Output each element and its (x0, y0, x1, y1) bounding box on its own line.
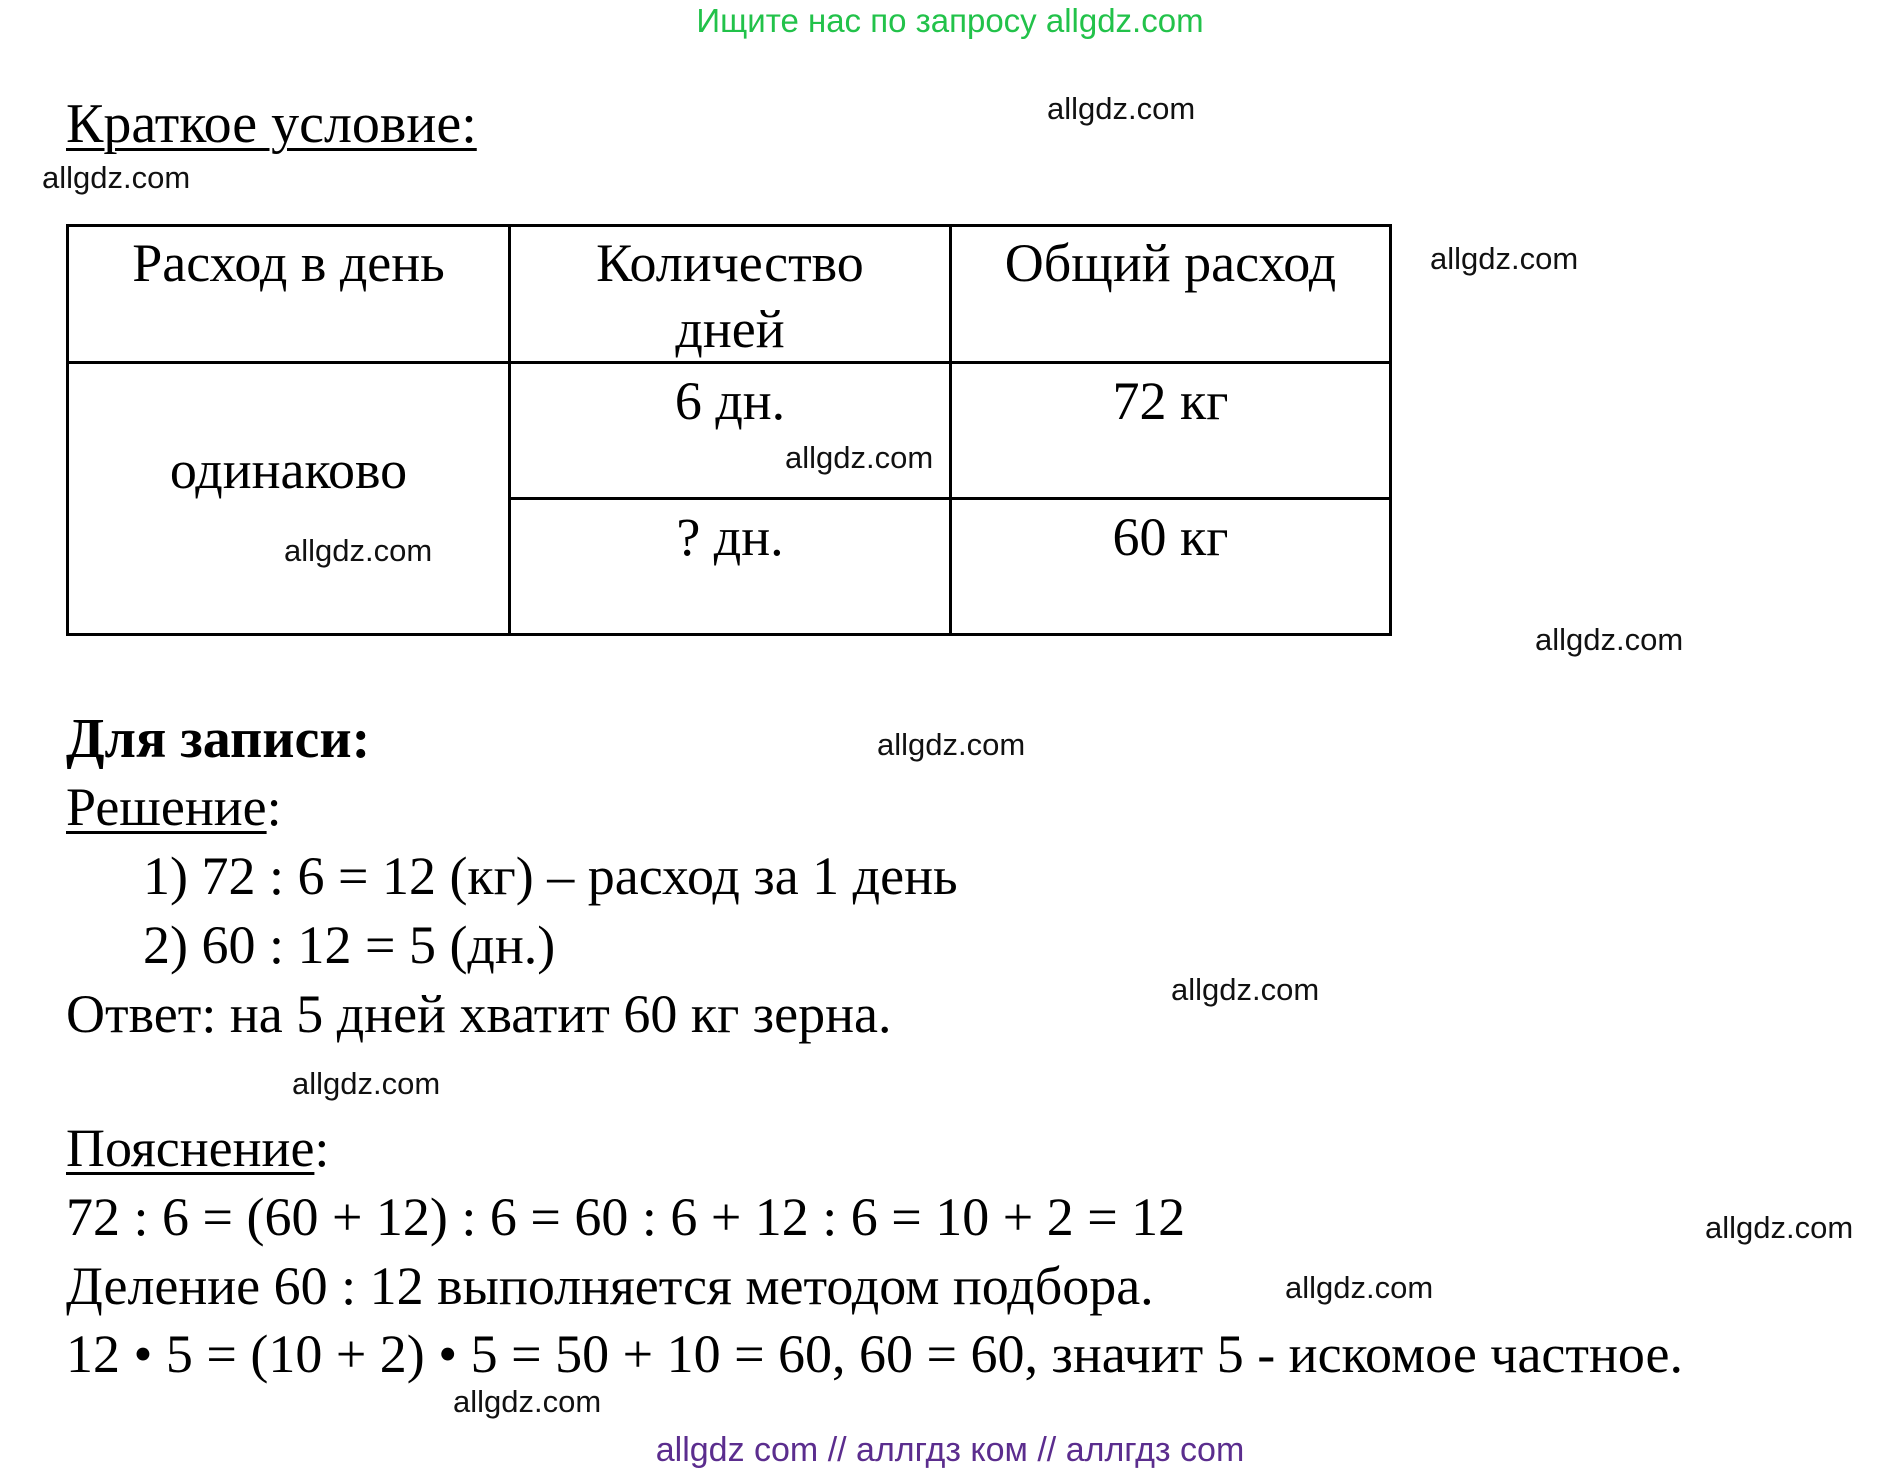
solution-label: Решение (66, 777, 267, 837)
watermark: allgdz.com (284, 533, 433, 568)
watermark: allgdz.com (1535, 622, 1684, 657)
watermark: allgdz.com (877, 727, 1026, 762)
cell-total-row1: 72 кг (1112, 371, 1229, 431)
solution-step-2: 2) 60 : 12 = 5 (дн.) (143, 915, 556, 975)
explanation-colon: : (314, 1118, 330, 1178)
header-daily-expense: Расход в день (132, 233, 445, 293)
top-banner: Ищите нас по запросу allgdz.com (696, 2, 1204, 39)
cell-days-row1: 6 дн. (674, 371, 786, 431)
watermark: allgdz.com (292, 1066, 441, 1101)
solution-step-1: 1) 72 : 6 = 12 (кг) – расход за 1 день (143, 846, 958, 906)
watermark: allgdz.com (453, 1384, 602, 1419)
cell-days-row2: ? дн. (676, 507, 784, 567)
watermark: allgdz.com (1705, 1210, 1854, 1245)
condition-heading: Краткое условие: (66, 93, 477, 155)
footer-links: allgdz com // аллгдз ком // аллгдз com (655, 1431, 1245, 1469)
table-border-top (66, 224, 1392, 227)
solution-colon: : (266, 777, 282, 837)
table-border-bottom (66, 633, 1392, 636)
watermark: allgdz.com (1285, 1270, 1434, 1305)
explanation-line-1: 72 : 6 = (60 + 12) : 6 = 60 : 6 + 12 : 6 = 10 + 2 = 12 (66, 1187, 1186, 1247)
table-row-sep (508, 497, 1392, 500)
watermark: allgdz.com (1171, 972, 1320, 1007)
cell-total-row2: 60 кг (1112, 507, 1229, 567)
table-border-right (1389, 224, 1392, 636)
header-days-line1: Количество (596, 233, 864, 293)
explanation-line-3: 12 • 5 = (10 + 2) • 5 = 50 + 10 = 60, 60 = 60, значит 5 - искомое частное. (66, 1324, 1684, 1384)
watermark: allgdz.com (785, 440, 934, 475)
solution-label-line (66, 776, 282, 838)
cell-daily-value: одинаково (169, 440, 408, 500)
record-heading: Для записи: (66, 708, 371, 770)
watermark: allgdz.com (1430, 241, 1579, 276)
header-days-line2: дней (675, 299, 785, 359)
explanation-label: Пояснение (66, 1118, 315, 1178)
watermark: allgdz.com (42, 160, 191, 195)
header-total-expense: Общий расход (1004, 233, 1337, 293)
watermark: allgdz.com (1047, 91, 1196, 126)
explanation-label-line (66, 1117, 329, 1179)
explanation-line-2: Деление 60 : 12 выполняется методом подбора. (66, 1256, 1154, 1316)
answer-line: Ответ: на 5 дней хватит 60 кг зерна. (66, 984, 892, 1044)
